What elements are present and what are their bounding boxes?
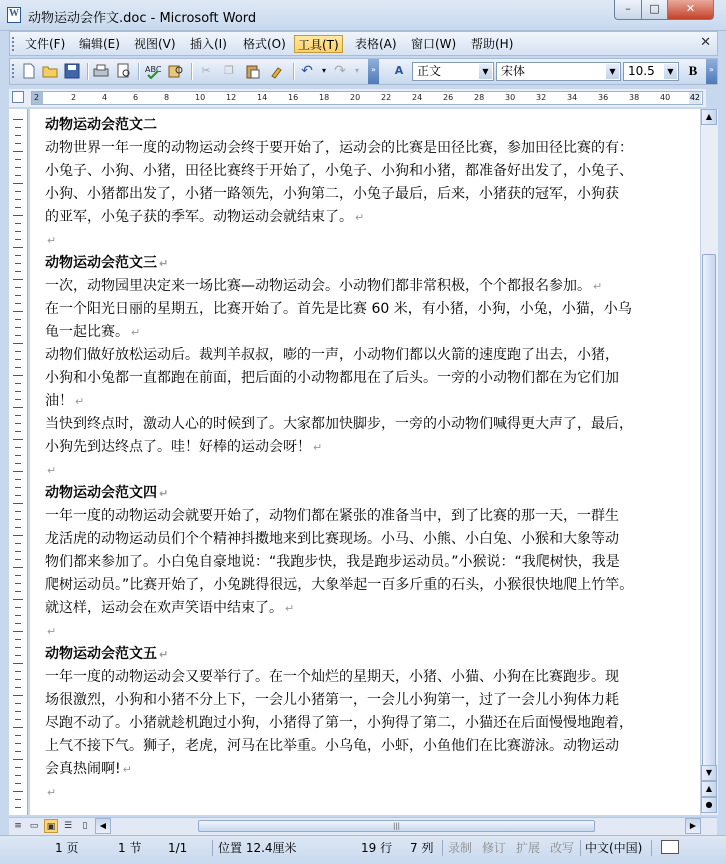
ruler-tick <box>15 591 21 592</box>
ruler-number: 32 <box>536 93 547 102</box>
line-text: 动物运动会范文五 <box>45 646 157 662</box>
document-line[interactable] <box>45 275 602 298</box>
ruler-tick <box>15 167 21 168</box>
ruler-tick <box>15 575 21 576</box>
document-line[interactable] <box>45 574 633 597</box>
ruler-tick <box>15 623 21 624</box>
font-value: 宋体 <box>501 64 526 78</box>
ruler-tick <box>15 703 21 704</box>
chevron-down-icon[interactable]: ▼ <box>664 64 677 79</box>
ruler-tick <box>15 639 21 640</box>
ruler-tick <box>15 191 21 192</box>
ruler-tick <box>13 791 23 792</box>
ruler-tick <box>15 807 21 808</box>
styles-formatting-icon[interactable]: A <box>394 64 404 77</box>
ruler-number: 2 <box>34 93 40 102</box>
line-text: 动物世界一年一度的动物运动会终于要开始了，运动会的比赛是田径比赛，参加田径比赛的有： <box>45 140 633 156</box>
ruler-tick <box>15 583 21 584</box>
ruler-tick <box>13 439 23 440</box>
ruler-tick <box>15 775 21 776</box>
vertical-scroll-thumb[interactable] <box>702 254 716 774</box>
ruler-tick <box>15 479 21 480</box>
ruler-tick <box>15 199 21 200</box>
paragraph-mark-icon: ↵ <box>159 487 169 500</box>
paragraph-mark-icon: ↵ <box>131 326 141 339</box>
cut-icon[interactable]: ✂ <box>201 64 211 77</box>
ruler-number: 36 <box>598 93 609 102</box>
toolbar-separator <box>293 63 295 80</box>
ruler-number: 18 <box>319 93 330 102</box>
ruler-tick <box>15 175 21 176</box>
title-bar <box>0 0 726 31</box>
horizontal-scroll-thumb[interactable]: ||| <box>198 820 595 832</box>
menu-file[interactable]: 文件(F) <box>25 37 66 51</box>
font-size-value: 10.5 <box>628 64 655 78</box>
document-line[interactable] <box>45 689 619 712</box>
status-page[interactable]: 1 页 <box>55 841 79 855</box>
ruler-number: 14 <box>257 93 268 102</box>
ruler-tick <box>15 527 21 528</box>
toolbar-options-icon[interactable]: » <box>368 59 379 84</box>
font-size-select[interactable] <box>623 62 679 81</box>
ruler-number: 20 <box>350 93 361 102</box>
format-painter-icon[interactable] <box>269 63 285 79</box>
style-select[interactable] <box>412 62 494 81</box>
paragraph-mark-icon: ↵ <box>593 280 603 293</box>
ruler-tick <box>13 759 23 760</box>
ruler-tick <box>13 119 23 120</box>
status-language[interactable]: 中文(中国) <box>585 841 643 855</box>
ruler-number: 10 <box>195 93 206 102</box>
ruler-tick <box>15 127 21 128</box>
ruler-tick <box>15 159 21 160</box>
document-line[interactable] <box>45 298 632 321</box>
toolbar-separator <box>191 63 193 80</box>
reading-layout-view-icon[interactable]: ▯ <box>82 821 88 831</box>
ruler-tick <box>15 655 21 656</box>
ruler-tick <box>15 231 21 232</box>
line-text: 场很激烈，小狗和小猪不分上下，一会儿小猪第一，一会儿小狗第一，过了一会儿小狗体力耗 <box>45 692 619 708</box>
document-line[interactable] <box>45 436 322 459</box>
line-text: 小兔子、小狗、小猪，田径比赛终于开始了，小兔子、小狗和小猪，都准备好出发了，小兔子、 <box>45 163 633 179</box>
ruler-tick <box>15 359 21 360</box>
document-line[interactable] <box>45 758 132 781</box>
document-line[interactable] <box>45 459 56 482</box>
status-section[interactable]: 1 节 <box>118 841 142 855</box>
ruler-tick <box>15 319 21 320</box>
ruler-number: 34 <box>567 93 578 102</box>
ruler-tick <box>15 511 21 512</box>
menu-insert[interactable]: 插入(I) <box>190 37 227 51</box>
line-text: 上气不接下气。狮子，老虎，河马在比举重。小乌龟，小虾，小鱼他们在比赛游泳。动物运动 <box>45 738 619 754</box>
paragraph-mark-icon: ↵ <box>47 625 57 638</box>
toolbar-options-icon[interactable]: » <box>706 59 717 84</box>
horizontal-ruler[interactable] <box>31 91 703 105</box>
status-overtype[interactable]: 改写 <box>550 841 575 855</box>
ruler-number: 8 <box>164 93 170 102</box>
ruler-tick <box>13 279 23 280</box>
ruler-tick <box>15 711 21 712</box>
document-line[interactable] <box>45 735 619 758</box>
research-icon[interactable] <box>168 63 184 79</box>
ruler-number: 4 <box>102 93 108 102</box>
ruler-number: 6 <box>133 93 139 102</box>
maximize-button[interactable]: □ <box>641 0 668 20</box>
print-preview-icon[interactable] <box>116 63 132 79</box>
paragraph-mark-icon: ↵ <box>159 257 169 270</box>
ruler-tick <box>15 679 21 680</box>
ruler-tick <box>15 783 21 784</box>
paragraph-mark-icon: ↵ <box>47 234 57 247</box>
paste-icon[interactable] <box>245 63 261 79</box>
paragraph-mark-icon: ↵ <box>355 211 365 224</box>
ruler-tick <box>15 351 21 352</box>
ruler-tick <box>13 567 23 568</box>
line-text: 动物运动会范文三 <box>45 255 157 271</box>
menu-grip-handle[interactable] <box>12 37 17 51</box>
ruler-tick <box>15 487 21 488</box>
ruler-tick <box>15 551 21 552</box>
menu-help[interactable]: 帮助(H) <box>471 37 514 51</box>
line-text: 爬树运动员。”比赛开始了，小兔跳得很远，大象举起一百多斤重的石头，小猴很快地爬上竹竿。 <box>45 577 634 593</box>
line-text: 小狗先到达终点了。哇！好棒的运动会呀！ <box>45 439 311 455</box>
ruler-tick <box>15 735 21 736</box>
status-separator <box>212 840 213 856</box>
browse-object-icon[interactable]: ● <box>701 797 717 813</box>
ruler-tick <box>15 463 21 464</box>
ruler-row <box>9 89 706 107</box>
document-line[interactable] <box>45 413 633 436</box>
line-text: 动物运动会范文四 <box>45 485 157 501</box>
scroll-up-icon[interactable]: ▲ <box>701 109 717 125</box>
ruler-number: 16 <box>288 93 299 102</box>
paragraph-mark-icon: ↵ <box>75 395 85 408</box>
font-select[interactable] <box>496 62 621 81</box>
status-separator <box>651 840 652 856</box>
section-heading[interactable] <box>45 482 168 505</box>
ruler-tick <box>13 215 23 216</box>
ruler-tick <box>13 183 23 184</box>
word-app-icon[interactable] <box>7 7 21 23</box>
status-separator <box>442 840 443 856</box>
line-text: 一年一度的动物运动会就要开始了，动物们都在紧张的准备当中，到了比赛的那一天，一群生 <box>45 508 619 524</box>
ruler-tick <box>15 295 21 296</box>
ruler-tick <box>15 543 21 544</box>
ruler-tick <box>15 303 21 304</box>
ruler-tick <box>15 671 21 672</box>
tab-selector-icon[interactable] <box>12 91 24 103</box>
ruler-tick <box>13 343 23 344</box>
document-line[interactable] <box>45 160 633 183</box>
line-text: 动物们做好放松运动后。裁判羊叔叔，嘭的一声，小动物们都以火箭的速度跑了出去，小猪， <box>45 347 619 363</box>
ruler-tick <box>13 535 23 536</box>
paragraph-mark-icon: ↵ <box>313 441 323 454</box>
ruler-tick <box>13 599 23 600</box>
document-line[interactable] <box>45 505 619 528</box>
ruler-number: 2 <box>71 93 77 102</box>
line-text: 油！ <box>45 393 73 409</box>
redo-icon[interactable]: ↷ <box>334 63 346 79</box>
bold-button[interactable]: B <box>688 63 698 78</box>
document-line[interactable] <box>45 206 364 229</box>
ruler-tick <box>15 751 21 752</box>
chevron-down-icon[interactable]: ▼ <box>606 64 619 79</box>
ruler-tick <box>13 407 23 408</box>
document-line[interactable] <box>45 712 633 735</box>
ruler-number: 30 <box>505 93 516 102</box>
ruler-tick <box>13 151 23 152</box>
section-heading[interactable] <box>45 643 168 666</box>
ruler-tick <box>15 415 21 416</box>
ruler-tick <box>15 327 21 328</box>
line-text: 会真热闹啊! <box>45 761 121 777</box>
scroll-down-icon[interactable]: ▼ <box>701 765 717 781</box>
document-line[interactable] <box>45 666 619 689</box>
ruler-tick <box>15 223 21 224</box>
document-line[interactable] <box>45 367 619 390</box>
section-heading[interactable] <box>45 252 168 275</box>
status-position[interactable]: 位置 12.4厘米 <box>218 841 297 855</box>
ruler-tick <box>15 799 21 800</box>
document-line[interactable] <box>45 321 140 344</box>
ruler-end-label: 42 <box>689 93 700 102</box>
ruler-tick <box>13 727 23 728</box>
undo-dropdown-icon[interactable]: ▾ <box>321 66 326 75</box>
ruler-tick <box>15 383 21 384</box>
ruler-tick <box>15 719 21 720</box>
scroll-right-icon[interactable]: ▼ <box>685 818 701 834</box>
status-line[interactable]: 19 行 <box>361 841 393 855</box>
ruler-tick <box>15 607 21 608</box>
menu-format[interactable]: 格式(O) <box>243 37 286 51</box>
ruler-number: 24 <box>412 93 423 102</box>
ruler-number: 12 <box>226 93 237 102</box>
ruler-tick <box>15 495 21 496</box>
line-text: 龙活虎的动物运动员们个个精神抖擞地来到比赛现场。小马、小熊、小白兔、小猴和大象等动 <box>45 531 619 547</box>
ruler-tick <box>15 423 21 424</box>
paragraph-mark-icon: ↵ <box>47 786 57 799</box>
section-heading[interactable] <box>45 114 157 137</box>
toolbar-separator <box>87 63 89 80</box>
ruler-tick <box>13 503 23 504</box>
vertical-ruler[interactable] <box>9 109 28 815</box>
document-line[interactable] <box>45 781 56 804</box>
undo-icon[interactable]: ↶ <box>301 63 313 79</box>
ruler-number: 38 <box>629 93 640 102</box>
line-text: 就这样，运动会在欢声笑语中结束了。 <box>45 600 283 616</box>
status-separator <box>580 840 581 856</box>
document-line[interactable] <box>45 137 633 160</box>
print-layout-view-icon[interactable]: ▣ <box>44 819 58 833</box>
ruler-tick <box>15 455 21 456</box>
ruler-tick <box>15 263 21 264</box>
web-layout-view-icon[interactable]: ▭ <box>29 821 39 831</box>
ruler-tick <box>15 391 21 392</box>
document-line[interactable] <box>45 344 619 367</box>
ruler-tick <box>15 207 21 208</box>
line-text: 当快到终点时，激动人心的时候到了。大家都加快脚步，一旁的小动物们喊得更大声了，最后， <box>45 416 633 432</box>
spelling-icon[interactable] <box>145 63 161 79</box>
line-text: 龟一起比赛。 <box>45 324 129 340</box>
status-page-of[interactable]: 1/1 <box>168 841 188 855</box>
line-text: 的亚军，小兔子获的季军。动物运动会就结束了。 <box>45 209 353 225</box>
document-line[interactable] <box>45 551 620 574</box>
ruler-tick <box>13 471 23 472</box>
ruler-number: 26 <box>443 93 454 102</box>
ruler-tick <box>15 687 21 688</box>
svg-text:ABC: ABC <box>145 65 161 74</box>
paragraph-mark-icon: ↵ <box>159 648 169 661</box>
ruler-tick <box>13 247 23 248</box>
line-text: 一次，动物园里决定来一场比赛—动物运动会。小动物们都非常积极，个个都报名参加。 <box>45 278 591 294</box>
document-line[interactable] <box>45 597 294 620</box>
ruler-tick <box>13 695 23 696</box>
new-document-icon[interactable] <box>21 63 37 79</box>
document-line[interactable] <box>45 229 56 252</box>
close-document-icon[interactable]: ✕ <box>700 35 711 50</box>
scroll-left-icon[interactable]: ▲ <box>95 818 111 834</box>
ruler-tick <box>15 743 21 744</box>
document-line[interactable] <box>45 390 84 413</box>
ruler-tick <box>15 135 21 136</box>
ruler-tick <box>15 255 21 256</box>
line-text: 动物运动会范文二 <box>45 117 157 133</box>
minimize-button[interactable]: – <box>614 0 642 20</box>
paragraph-mark-icon: ↵ <box>122 763 132 776</box>
menu-table[interactable]: 表格(A) <box>355 37 397 51</box>
spelling-status-icon[interactable] <box>661 840 679 854</box>
status-track-changes[interactable]: 修订 <box>482 841 507 855</box>
ruler-number: 28 <box>474 93 485 102</box>
horizontal-scroll-row <box>9 817 717 835</box>
ruler-tick <box>15 143 21 144</box>
line-text: 一年一度的动物运动会又要举行了。在一个灿烂的星期天，小猪、小猫、小狗在比赛跑步。现 <box>45 669 619 685</box>
ruler-tick <box>13 375 23 376</box>
menu-bar <box>9 31 718 56</box>
horizontal-scrollbar[interactable] <box>95 818 701 834</box>
menu-edit[interactable]: 编辑(E) <box>79 37 120 51</box>
line-text: 在一个阳光日丽的星期五，比赛开始了。首先是比赛 60 米，有小猪，小狗，小兔，小猫，小乌 <box>45 301 632 317</box>
document-page[interactable] <box>30 109 700 815</box>
toolbar-grip-handle[interactable] <box>12 64 17 78</box>
toolbar-separator <box>138 63 140 80</box>
print-icon[interactable] <box>93 63 109 79</box>
status-bar <box>0 835 726 864</box>
menu-tools[interactable]: 工具(T) <box>294 35 343 53</box>
line-text: 尽跑不动了。小猪就趁机跑过小狗，小猪得了第一，小狗得了第二，小猫还在后面慢慢地跑着， <box>45 715 633 731</box>
ruler-tick <box>15 447 21 448</box>
normal-view-icon[interactable]: ≡ <box>14 821 22 831</box>
ruler-tick <box>15 239 21 240</box>
line-text: 物们都来参加了。小白兔自豪地说：“我跑步快，我是跑步运动员。”小猴说：“我爬树快，我是 <box>45 554 620 570</box>
paragraph-mark-icon: ↵ <box>47 464 57 477</box>
ruler-tick <box>15 431 21 432</box>
ruler-tick <box>13 311 23 312</box>
outline-view-icon[interactable]: ☰ <box>63 821 73 831</box>
paragraph-mark-icon: ↵ <box>285 602 295 615</box>
ruler-tick <box>13 631 23 632</box>
style-value: 正文 <box>417 64 442 78</box>
ruler-tick <box>15 767 21 768</box>
menu-window[interactable]: 窗口(W) <box>411 37 457 51</box>
ruler-tick <box>15 287 21 288</box>
ruler-tick <box>13 663 23 664</box>
document-line[interactable] <box>45 183 619 206</box>
ruler-tick <box>15 367 21 368</box>
window-title: 动物运动会作文.doc - Microsoft Word <box>28 11 257 26</box>
open-folder-icon[interactable] <box>42 63 58 79</box>
ruler-number: 22 <box>381 93 392 102</box>
status-column[interactable]: 7 列 <box>410 841 434 855</box>
document-line[interactable] <box>45 620 56 643</box>
copy-icon[interactable]: ❐ <box>224 64 234 77</box>
status-record[interactable]: 录制 <box>448 841 473 855</box>
status-extend[interactable]: 扩展 <box>516 841 541 855</box>
ruler-tick <box>15 615 21 616</box>
save-icon[interactable] <box>64 63 80 79</box>
ruler-tick <box>15 559 21 560</box>
ruler-tick <box>15 519 21 520</box>
ruler-tick <box>15 335 21 336</box>
document-line[interactable] <box>45 528 619 551</box>
line-text: 小狗和小兔都一直都跑在前面，把后面的小动物都甩在了后头。一旁的小动物们都在为它们加 <box>45 370 619 386</box>
ruler-tick <box>15 399 21 400</box>
formatting-toolbar <box>9 58 718 85</box>
chevron-down-icon[interactable]: ▼ <box>479 64 492 79</box>
menu-view[interactable]: 视图(V) <box>134 37 176 51</box>
ruler-tick <box>15 271 21 272</box>
vertical-scrollbar[interactable] <box>700 109 718 815</box>
ruler-number: 40 <box>660 93 671 102</box>
line-text: 小狗、小猪都出发了，小猪一路领先，小狗第二，小兔子最后，后来，小猪获的冠军，小狗获 <box>45 186 619 202</box>
redo-dropdown-icon[interactable]: ▾ <box>354 66 359 75</box>
close-button[interactable]: ✕ <box>667 0 714 20</box>
ruler-tick <box>15 647 21 648</box>
previous-page-icon[interactable]: ▲ <box>701 781 717 797</box>
